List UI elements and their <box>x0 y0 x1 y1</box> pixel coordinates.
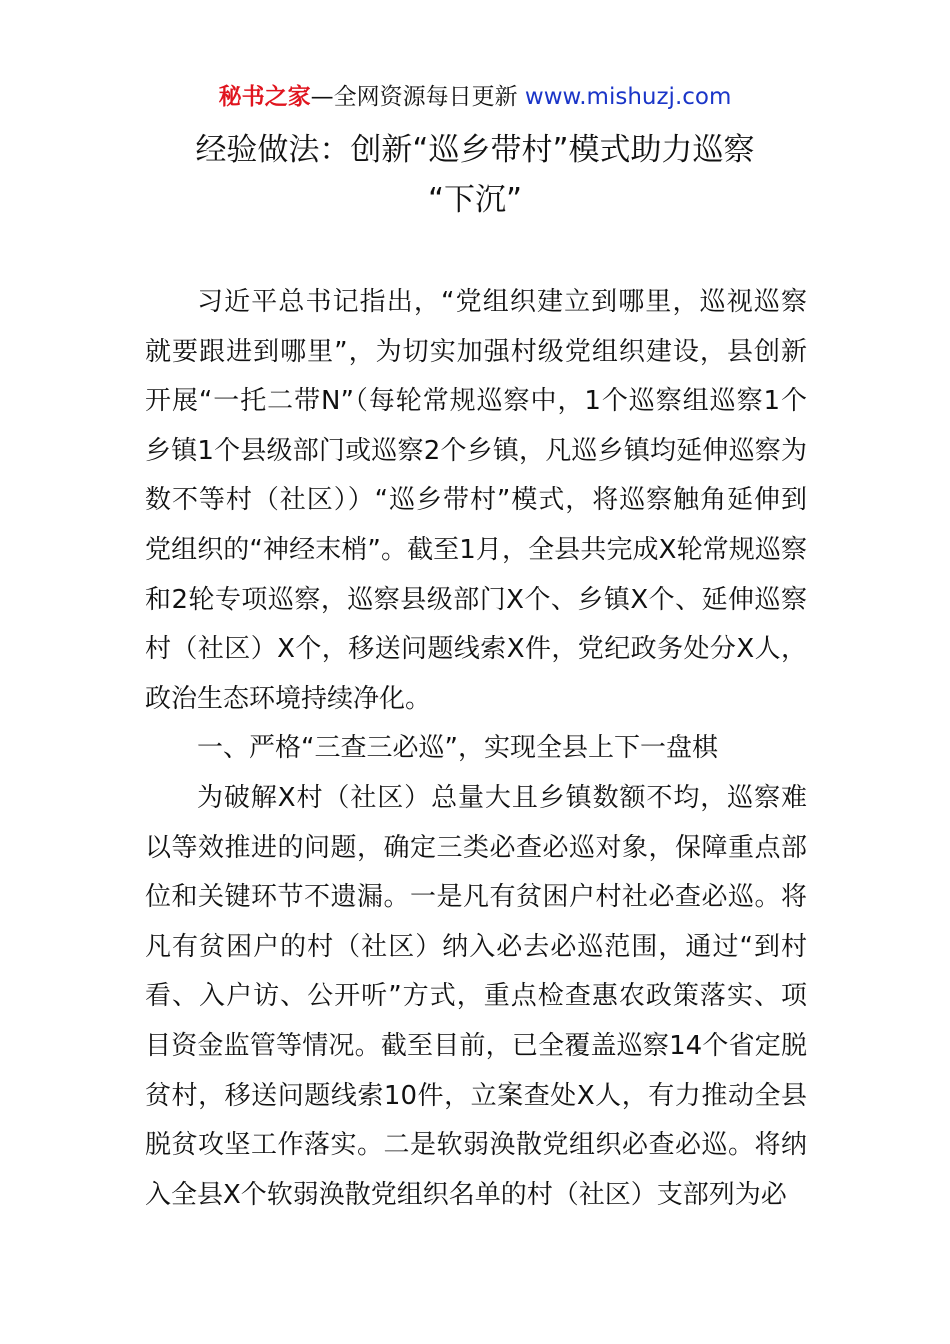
document-title-line-2: “下沉” <box>427 182 523 218</box>
paragraph-section-1: 为破解X村（社区）总量大且乡镇数额不均，巡察难以等效推进的问题，确定三类必查必巡对象，保障重点部位和关键环节不遗漏。一是凡有贫困户村社必查必巡。将凡有贫困户的村（社区）纳入必去必巡范围，通过“到村看、入户访、公开听”方式，重点检查惠农政策落实、项目资金监管等情况。截至目前，已全覆盖巡察14个省定脱贫村，移送问题线索10件，立案查处X人，有力推动全县脱贫攻坚工作落实。二是软弱涣散党组织必查必巡。将纳入全县X个软弱涣散党组织名单的村（社区）支部列为必 <box>145 782 807 1210</box>
section-heading-1: 一、严格“三查三必巡”，实现全县上下一盘棋 <box>197 733 718 764</box>
site-header <box>0 82 950 112</box>
document-body <box>145 278 807 1220</box>
site-url[interactable]: www.mishuzj.com <box>524 84 732 110</box>
site-brand: 秘书之家 <box>218 84 311 110</box>
document-title-line-1: 经验做法：创新“巡乡带村”模式助力巡察 <box>195 132 755 168</box>
site-slogan: —全网资源每日更新 <box>310 84 518 110</box>
paragraph-intro: 习近平总书记指出，“党组织建立到哪里，巡视巡察就要跟进到哪里”，为切实加强村级党组织建设，县创新开展“一托二带N”（每轮常规巡察中，1个巡察组巡察1个乡镇1个县级部门或巡察2个乡镇，凡巡乡镇均延伸巡察为数不等村（社区））“巡乡带村”模式，将巡察触角延伸到党组织的“神经末梢”。截至1月，全县共完成X轮常规巡察和2轮专项巡察，巡察县级部门X个、乡镇X个、延伸巡察村（社区）X个，移送问题线索X件，党纪政务处分X人，政治生态环境持续净化。 <box>145 287 807 714</box>
